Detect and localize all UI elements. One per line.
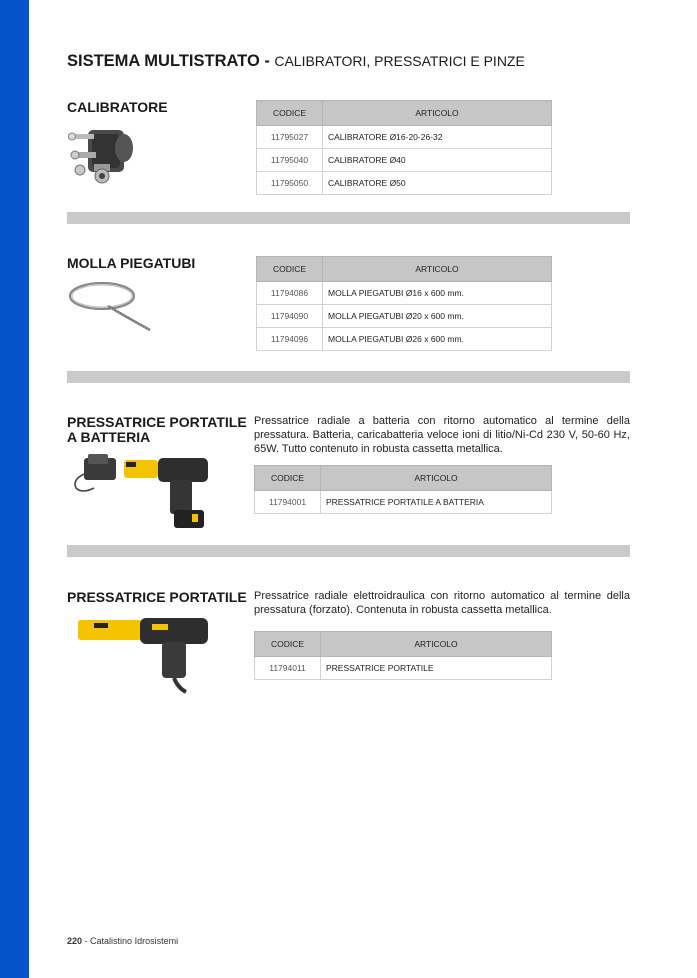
sidebar-band bbox=[0, 0, 29, 978]
section-divider bbox=[67, 371, 630, 383]
pressatrice-batteria-image bbox=[66, 452, 212, 532]
column-header-article: ARTICOLO bbox=[321, 632, 552, 657]
table-row bbox=[255, 491, 552, 514]
section-title-line: PRESSATRICE PORTATILE bbox=[67, 414, 247, 430]
item-code: 11795027 bbox=[257, 126, 323, 149]
table-row bbox=[255, 657, 552, 680]
molla-piegatubi-table bbox=[256, 256, 552, 351]
column-header-code: CODICE bbox=[257, 257, 323, 282]
table-row bbox=[257, 328, 552, 351]
footer-text: - Catalistino Idrosistemi bbox=[84, 936, 179, 946]
section-title-molla-piegatubi: MOLLA PIEGATUBI bbox=[67, 255, 196, 271]
section-divider bbox=[67, 212, 630, 224]
section-title-line: A BATTERIA bbox=[67, 429, 151, 445]
page-title-sub: CALIBRATORI, PRESSATRICI E PINZE bbox=[274, 53, 525, 69]
item-article: MOLLA PIEGATUBI Ø16 x 600 mm. bbox=[323, 282, 552, 305]
pressatrice-portatile-description: Pressatrice radiale elettroidraulica con ritorno automatico al termine della pressatura (forzato). Contenuta in robusta cassetta metallica. bbox=[254, 590, 630, 617]
item-code: 11795050 bbox=[257, 172, 323, 195]
item-article: PRESSATRICE PORTATILE bbox=[321, 657, 552, 680]
item-article: CALIBRATORE Ø50 bbox=[323, 172, 552, 195]
table-row bbox=[257, 126, 552, 149]
column-header-code: CODICE bbox=[255, 632, 321, 657]
pressatrice-batteria-table bbox=[254, 465, 552, 514]
item-article: CALIBRATORE Ø40 bbox=[323, 149, 552, 172]
section-title-pressatrice-portatile: PRESSATRICE PORTATILE bbox=[67, 589, 247, 605]
column-header-code: CODICE bbox=[255, 466, 321, 491]
item-article: CALIBRATORE Ø16-20-26-32 bbox=[323, 126, 552, 149]
item-code: 11795040 bbox=[257, 149, 323, 172]
section-title-calibratore: CALIBRATORE bbox=[67, 99, 168, 115]
item-code: 11794001 bbox=[255, 491, 321, 514]
item-code: 11794096 bbox=[257, 328, 323, 351]
column-header-code: CODICE bbox=[257, 101, 323, 126]
item-code: 11794086 bbox=[257, 282, 323, 305]
table-row bbox=[257, 172, 552, 195]
column-header-article: ARTICOLO bbox=[321, 466, 552, 491]
pressatrice-portatile-table bbox=[254, 631, 552, 680]
section-title-pressatrice-batteria bbox=[67, 415, 247, 445]
calibratore-table bbox=[256, 100, 552, 195]
item-article: PRESSATRICE PORTATILE A BATTERIA bbox=[321, 491, 552, 514]
item-code: 11794090 bbox=[257, 305, 323, 328]
calibratore-image bbox=[66, 122, 138, 188]
column-header-article: ARTICOLO bbox=[323, 257, 552, 282]
pressatrice-portatile-image bbox=[74, 614, 210, 694]
item-article: MOLLA PIEGATUBI Ø26 x 600 mm. bbox=[323, 328, 552, 351]
page-title-main: SISTEMA MULTISTRATO - bbox=[67, 52, 270, 70]
section-divider bbox=[67, 545, 630, 557]
column-header-article: ARTICOLO bbox=[323, 101, 552, 126]
page-footer bbox=[67, 936, 178, 946]
table-row bbox=[257, 149, 552, 172]
item-code: 11794011 bbox=[255, 657, 321, 680]
table-row bbox=[257, 305, 552, 328]
table-row bbox=[257, 282, 552, 305]
item-article: MOLLA PIEGATUBI Ø20 x 600 mm. bbox=[323, 305, 552, 328]
page-number: 220 bbox=[67, 936, 83, 946]
molla-piegatubi-image bbox=[64, 278, 156, 338]
page-title bbox=[67, 52, 525, 71]
pressatrice-batteria-description: Pressatrice radiale a batteria con ritorno automatico al termine della pressatura. Batteria, caricabatteria veloce ioni di litio/Ni-Cd 230 V, 50-60 Hz, 65W. Tutto contenuto in robusta cassetta metallica. bbox=[254, 415, 630, 456]
